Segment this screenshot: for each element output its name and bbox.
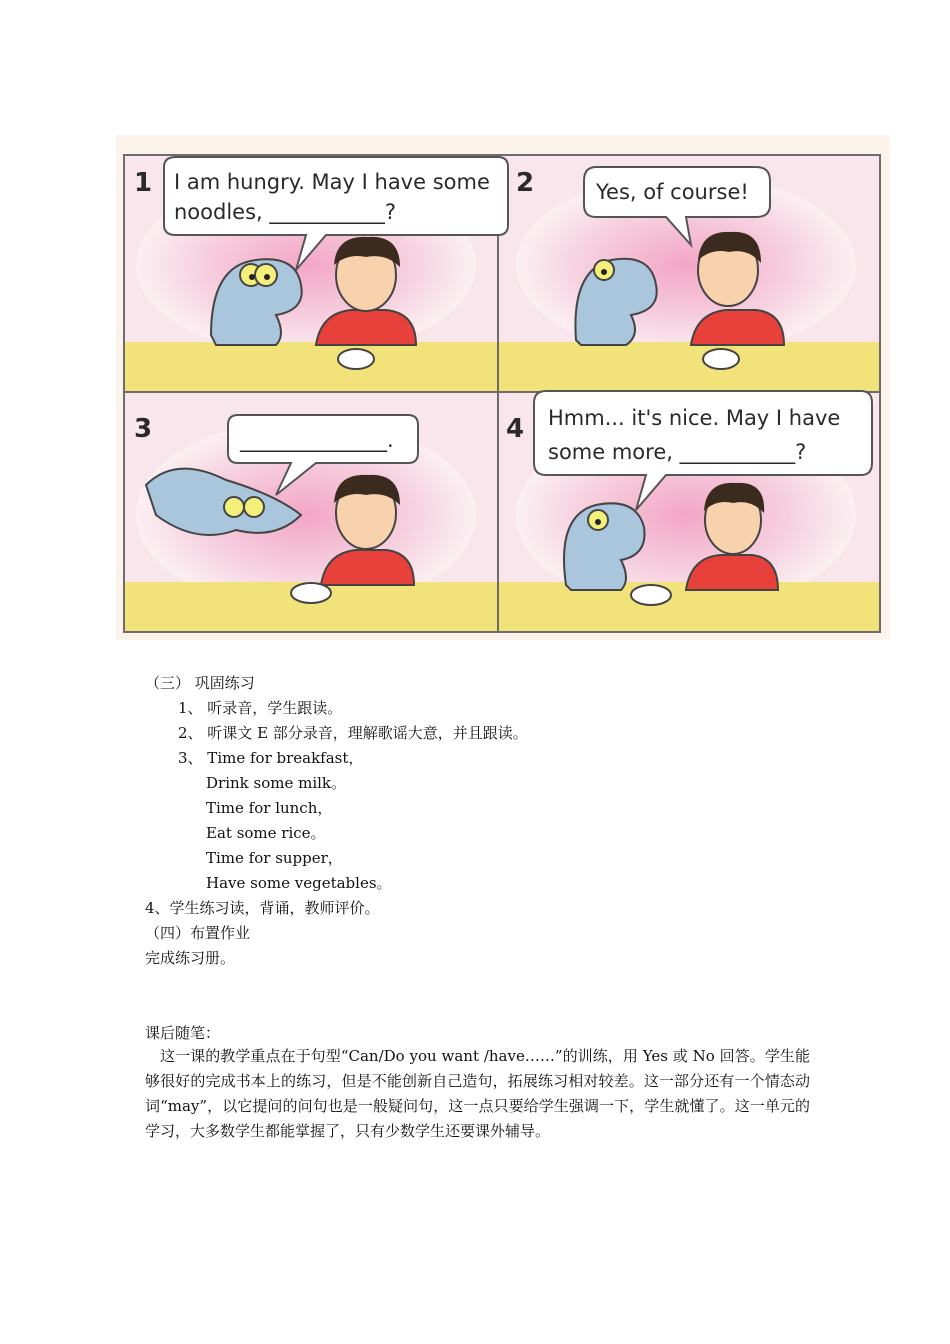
notes-heading: 课后随笔： bbox=[145, 1024, 221, 1042]
bubble-1-line-1: I am hungry. May I have some bbox=[174, 170, 490, 194]
panel-number-3: 3 bbox=[134, 414, 153, 444]
bubble-3-line-1: ______________. bbox=[240, 428, 394, 452]
panel-number-1: 1 bbox=[134, 168, 153, 198]
bubble-4-line-1: Hmm... it's nice. May I have bbox=[548, 406, 841, 430]
chant-line-2: Time for lunch， bbox=[206, 799, 333, 817]
comic-illustration bbox=[116, 135, 890, 640]
notes-paragraph: 这一课的教学重点在于句型“Can/Do you want /have……”的训练，用 Yes 或 No 回答。学生能够很好的完成书本上的练习，但是不能创新自己造句，拓展练习相对较差。这一部分还有一个情态动词“may”，以它提问的问句也是一般疑问句，这一点只要给学生强调一下，学生就懂了。这一单元的学习，大多数学生都能掌握了，只有少数学生还要课外辅导。 bbox=[145, 1047, 810, 1140]
bubble-4-line-2: some more, ___________? bbox=[548, 440, 807, 464]
chant-line-3: Eat some rice。 bbox=[206, 824, 326, 842]
panel-number-2: 2 bbox=[516, 168, 535, 198]
practice-item-2: 2、 听课文 E 部分录音，理解歌谣大意，并且跟读。 bbox=[178, 724, 528, 742]
section-4-heading: （四）布置作业 bbox=[145, 924, 251, 942]
homework-text: 完成练习册。 bbox=[145, 949, 236, 967]
chant-line-5: Have some vegetables。 bbox=[206, 874, 392, 892]
section-3-heading: （三） 巩固练习 bbox=[145, 674, 255, 692]
panel-number-4: 4 bbox=[506, 414, 525, 444]
chant-line-1: Drink some milk。 bbox=[206, 774, 347, 792]
bubble-2-line-1: Yes, of course! bbox=[596, 180, 749, 204]
practice-item-1: 1、 听录音，学生跟读。 bbox=[178, 699, 343, 717]
practice-item-3: 3、 Time for breakfast， bbox=[178, 749, 364, 767]
practice-item-4: 4、学生练习读，背诵，教师评价。 bbox=[145, 899, 380, 917]
chant-line-4: Time for supper， bbox=[206, 849, 343, 867]
bubble-1-line-2: noodles, ___________? bbox=[174, 200, 397, 224]
